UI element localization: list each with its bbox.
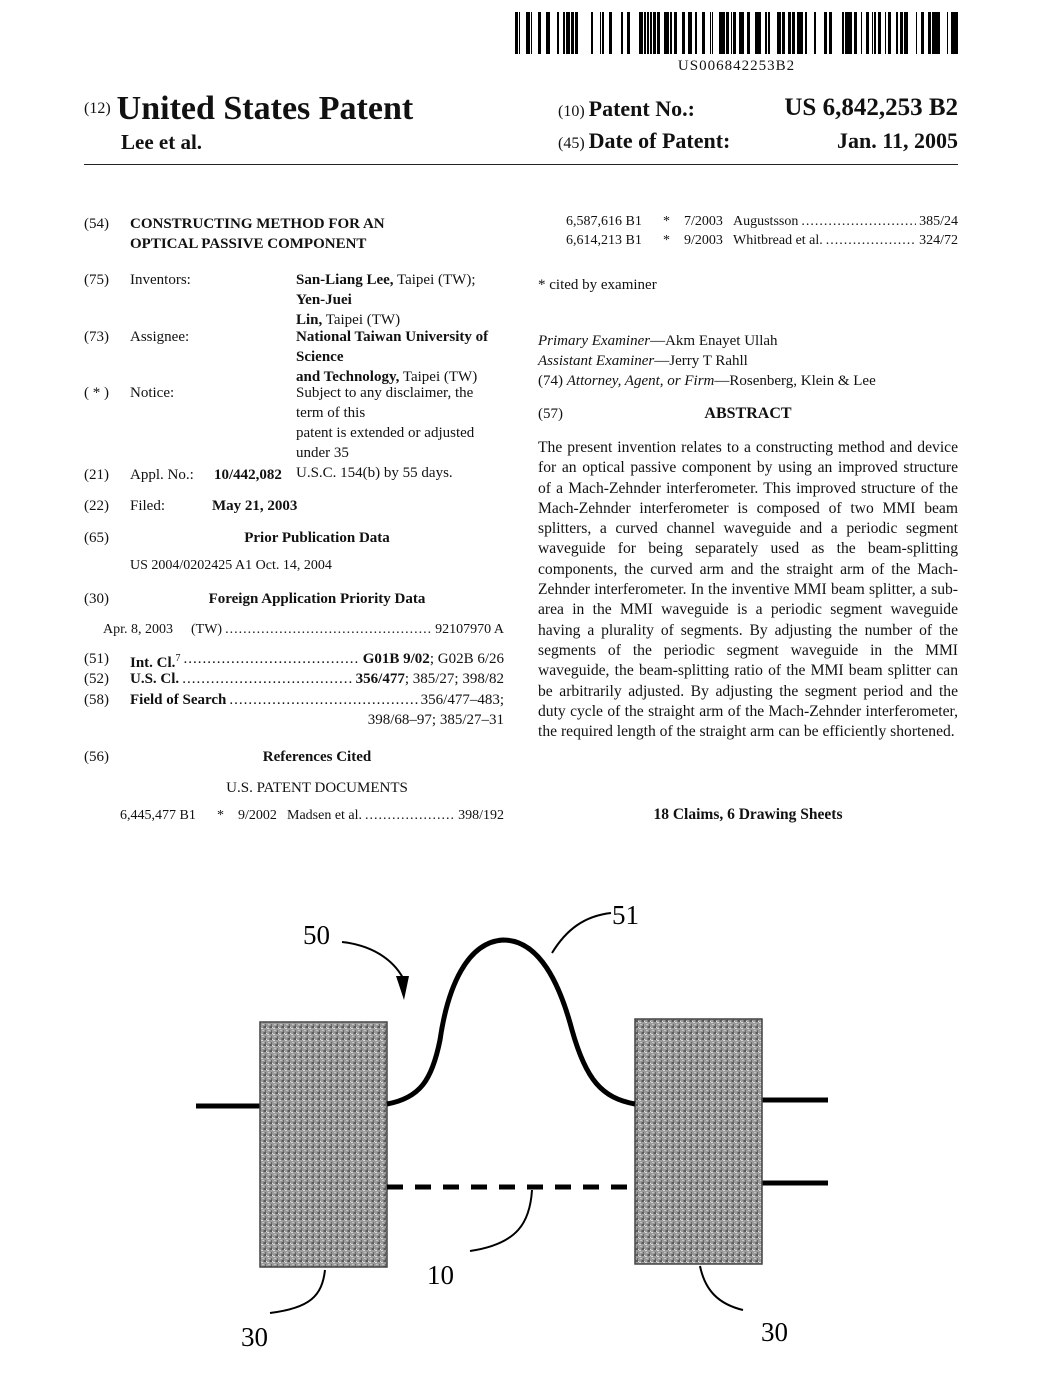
patent-type-title: (12) United States Patent [84,90,414,127]
cited-by-examiner-note: * cited by examiner [538,277,657,293]
claims-summary: 18 Claims, 6 Drawing Sheets [653,806,843,823]
leader-line [700,1266,743,1310]
label-30: 30 [241,1322,268,1352]
leader-line [342,942,403,978]
int-cl-line: (51) Int. Cl.$^7$ ..... G01B 9/02 ; G02B 6/26 [84,649,504,669]
us-cl-line: (52) U.S. Cl. ..... 356/477 ; 385/27; 398/82 [84,669,504,689]
assignee-section: (73) Assignee: National Taiwan University of Science and Technology, Taipei (TW) [84,327,504,367]
publication-number: US006842253B2 [677,58,796,74]
reference-row: 6,587,616 B1 * 7/2003 Augustsson ..... 385/24 [566,214,958,234]
label-51: 51 [612,900,639,930]
abstract-text: The present invention relates to a constructing method and device for an optical passive component by using an improved structure of a Mach-Zehnder interferometer. This improved structure of the Mach-Zehnder interferometer is composed of two MMI beam splitters, a curved channel waveguide and a periodic segment waveguide for being separately used as the beam-splitting components, the curved arm and the straight arm of the Mach-Zehnder interferometer. In the inventive MMI beam splitter, a sub-area in the MMI waveguide is a periodic segment waveguide having a plurality of segments. By adjusting the number of the segments of the periodic segment waveguide in the MMI waveguide, the beam-splitting ratio of the MMI beam splitter can be arbitrarily adjusted. By adjusting the segment period and the duty cycle of the straight arm of the Mach-Zehnder interferometer, the required length of the straight arm can be efficiently shortened. [538,439,958,741]
arrowhead-icon [396,976,409,1000]
leader-line [470,1190,532,1251]
barcode-image [515,12,958,54]
filed-date: (22) Filed: May 21, 2003 [84,498,298,514]
prior-publication-heading: (65) Prior Publication Data [84,530,390,546]
primary-examiner: Primary Examiner—Akm Enayet Ullah [538,333,778,349]
inid-code: (12) [84,100,111,117]
mmi-beam-splitter [260,1022,387,1267]
curved-channel-waveguide [387,940,635,1104]
patent-date-line: (45) Date of Patent: Jan. 11, 2005 [558,128,958,153]
patent-date: Jan. 11, 2005 [836,128,958,153]
label-10: 10 [427,1260,454,1290]
prior-publication-entry: US 2004/0202425 A1 Oct. 14, 2004 [130,558,332,573]
field-of-search-line: (58) Field of Search ..... 356/477–483; 398/68–97; 385/27–31 [84,690,504,730]
patent-number-line: (10) Patent No.: US 6,842,253 B2 [558,94,958,121]
application-number: (21) Appl. No.: 10/442,082 [84,467,282,483]
leader-line [552,913,611,953]
label-30: 30 [761,1317,788,1347]
assignee-name: National Taiwan University of Science [296,329,489,365]
inventor-name: San-Liang Lee, [296,272,394,288]
abstract-heading: (57) ABSTRACT [538,405,792,422]
inventor-name: Lin, [296,312,323,328]
reference-row: 6,445,477 B1 * 9/2002 Madsen et al. ..... 398/192 [120,808,504,828]
title-section: (54) CONSTRUCTING METHOD FOR AN OPTICAL PASSIVE COMPONENT [84,214,504,254]
header-divider [84,164,958,165]
attorney-agent: (74) Attorney, Agent, or Firm—Rosenberg, Klein & Lee [538,373,876,389]
references-heading: (56) References Cited [84,749,372,765]
notice-section: ( * ) Notice: Subject to any disclaimer, the term of this patent is extended or adjusted under 35 U.S.C. 154(b) by 55 days. [84,385,475,481]
label-50: 50 [303,920,330,950]
title-line-2: OPTICAL PASSIVE COMPONENT [130,236,367,252]
foreign-priority-heading: (30) Foreign Application Priority Data [84,591,426,607]
mach-zehnder-figure [0,880,1039,1387]
references-subheading: U.S. PATENT DOCUMENTS [226,780,408,796]
reference-row: 6,614,213 B1 * 9/2003 Whitbread et al. ..... 324/72 [566,233,958,253]
mmi-beam-splitter [635,1019,762,1264]
leader-line [270,1270,325,1313]
inventors-section: (75) Inventors: San-Liang Lee, Taipei (TW); Yen-Juei Lin, Taipei (TW) [84,272,476,328]
patent-number: US 6,842,253 B2 [784,94,958,121]
assistant-examiner: Assistant Examiner—Jerry T Rahll [538,353,748,369]
authors: Lee et al. [121,130,203,154]
title-line-1: CONSTRUCTING METHOD FOR AN [130,216,385,232]
foreign-priority-entry: Apr. 8, 2003 (TW) ..... 92107970 A [103,620,504,640]
